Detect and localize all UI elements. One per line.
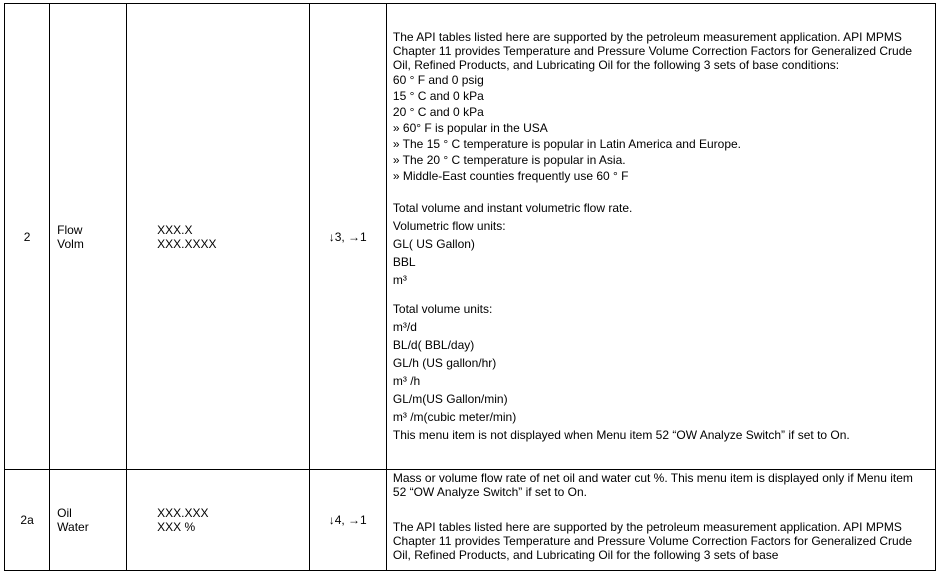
base-condition: 20 ° C and 0 kPa	[392, 104, 484, 119]
total-units-label: Total volume units:	[392, 301, 493, 316]
item-names	[50, 470, 127, 571]
item-description	[386, 4, 935, 470]
item-description	[386, 470, 935, 571]
flow-title: Total volume and instant volumetric flow rate.	[392, 200, 633, 215]
item-number: 2	[5, 4, 50, 470]
description-footer: This menu item is not displayed when Menu item 52 “OW Analyze Switch” if set to On.	[392, 427, 850, 442]
region-note: » Middle-East counties frequently use 60 ° F	[392, 168, 629, 183]
item-format: XXX.XXX	[157, 506, 209, 520]
oil-water-intro: Mass or volume flow rate of net oil and water cut %. This menu item is displayed only if Menu item 52 “OW Analyze Switch” if set to On.	[392, 471, 913, 499]
flow-unit: GL( US Gallon)	[392, 236, 475, 251]
item-navigation: ↓4, →1	[309, 470, 386, 571]
total-unit: m³/d	[392, 319, 417, 334]
total-unit: GL/h (US gallon/hr)	[392, 355, 497, 370]
item-format: XXX.X	[157, 222, 193, 237]
base-condition: 15 ° C and 0 kPa	[392, 88, 484, 103]
item-format: XXX %	[157, 520, 196, 534]
item-name: Oil	[57, 506, 72, 520]
flow-unit: BBL	[392, 254, 416, 269]
region-note: » The 15 ° C temperature is popular in Latin America and Europe.	[392, 136, 742, 151]
total-unit: m³ /m(cubic meter/min)	[392, 409, 517, 424]
item-name: Volm	[57, 236, 84, 251]
region-note: » The 20 ° C temperature is popular in Asia.	[392, 152, 626, 167]
total-unit: m³ /h	[392, 373, 421, 388]
item-navigation: ↓3, →1	[309, 4, 386, 470]
table-row	[5, 4, 936, 470]
total-unit: BL/d( BBL/day)	[392, 337, 475, 352]
item-names	[50, 4, 127, 470]
item-number: 2a	[5, 470, 50, 571]
total-unit: GL/m(US Gallon/min)	[392, 391, 508, 406]
region-note: » 60° F is popular in the USA	[392, 120, 548, 135]
item-formats	[127, 4, 309, 470]
item-format: XXX.XXXX	[157, 236, 217, 251]
item-name: Water	[57, 520, 89, 534]
item-name: Flow	[57, 222, 83, 237]
api-intro: The API tables listed here are supported by the petroleum measurement application. API MPMS Chapter 11 provides Temperature and Pressure Volume Correction Factors for Generalized Crude Oil, Refined Products, and Lubricating Oil for the following 3 sets of base conditions:	[392, 29, 913, 72]
flow-units-label: Volumetric flow units:	[392, 218, 506, 233]
api-intro: The API tables listed here are supported by the petroleum measurement application. API MPMS Chapter 11 provides Temperature and Pressure Volume Correction Factors for Generalized Crude Oil, Refined Products, and Lubricating Oil for the following 3 sets of base	[392, 520, 913, 562]
table-row	[5, 470, 936, 571]
flow-unit: m³	[392, 272, 407, 287]
item-formats	[127, 470, 309, 571]
base-condition: 60 ° F and 0 psig	[392, 72, 484, 87]
menu-spec-table	[4, 3, 936, 571]
